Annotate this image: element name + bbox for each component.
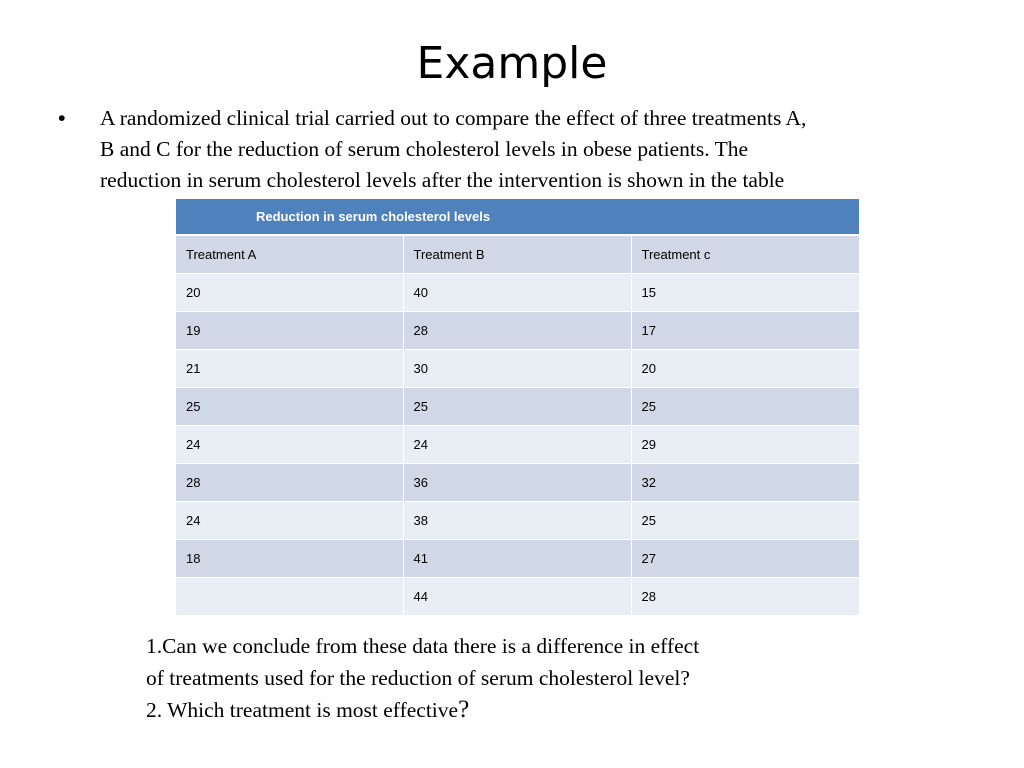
question-1-line-1: 1.Can we conclude from these data there is a difference in effect <box>146 634 700 658</box>
bullet-marker: • <box>58 106 66 130</box>
table-row <box>176 273 859 311</box>
table-cell: 28 <box>176 463 403 501</box>
table-cell: 28 <box>403 311 631 349</box>
table-cell: 24 <box>403 425 631 463</box>
column-header: Treatment B <box>403 235 631 273</box>
column-header: Treatment A <box>176 235 403 273</box>
bullet-line: A randomized clinical trial carried out to compare the effect of three treatments A, <box>100 106 807 130</box>
table-cell: 15 <box>631 273 859 311</box>
table-row <box>176 463 859 501</box>
column-header: Treatment c <box>631 235 859 273</box>
table-title-row <box>176 199 859 235</box>
slide-title: Example <box>416 38 608 89</box>
table-row <box>176 577 859 615</box>
table-cell: 18 <box>176 539 403 577</box>
questions-block <box>146 631 906 727</box>
table-row <box>176 425 859 463</box>
question-2 <box>146 694 906 727</box>
question-2-mark: ? <box>458 696 470 723</box>
cholesterol-table <box>176 199 859 616</box>
table-cell: 21 <box>176 349 403 387</box>
table-row <box>176 311 859 349</box>
table-cell: 17 <box>631 311 859 349</box>
table-cell: 24 <box>176 501 403 539</box>
table-row <box>176 387 859 425</box>
bullet-line: reduction in serum cholesterol levels after the intervention is shown in the table <box>100 168 785 192</box>
table-cell: 29 <box>631 425 859 463</box>
table-cell: 40 <box>403 273 631 311</box>
table-cell: 28 <box>631 577 859 615</box>
question-2-text: 2. Which treatment is most effective <box>146 698 459 722</box>
table-cell: 25 <box>403 387 631 425</box>
table-cell: 36 <box>403 463 631 501</box>
table-cell: 20 <box>631 349 859 387</box>
table-cell: 19 <box>176 311 403 349</box>
question-1-line-2: of treatments used for the reduction of serum cholesterol level? <box>146 665 690 690</box>
table-cell: 24 <box>176 425 403 463</box>
table-cell: 27 <box>631 539 859 577</box>
table-cell: 41 <box>403 539 631 577</box>
table-cell: 25 <box>176 387 403 425</box>
table-row <box>176 501 859 539</box>
table-row <box>176 349 859 387</box>
bullet-line: B and C for the reduction of serum cholesterol levels in obese patients. The <box>100 137 749 161</box>
table-cell: 44 <box>403 577 631 615</box>
table-cell <box>176 577 403 615</box>
table-cell: 30 <box>403 349 631 387</box>
table-cell: 20 <box>176 273 403 311</box>
table-header-row <box>176 235 859 273</box>
table-title: Reduction in serum cholesterol levels <box>176 199 859 235</box>
table-row <box>176 539 859 577</box>
table-cell: 25 <box>631 501 859 539</box>
table-cell: 32 <box>631 463 859 501</box>
bullet-text <box>100 103 958 196</box>
table-cell: 38 <box>403 501 631 539</box>
table-cell: 25 <box>631 387 859 425</box>
